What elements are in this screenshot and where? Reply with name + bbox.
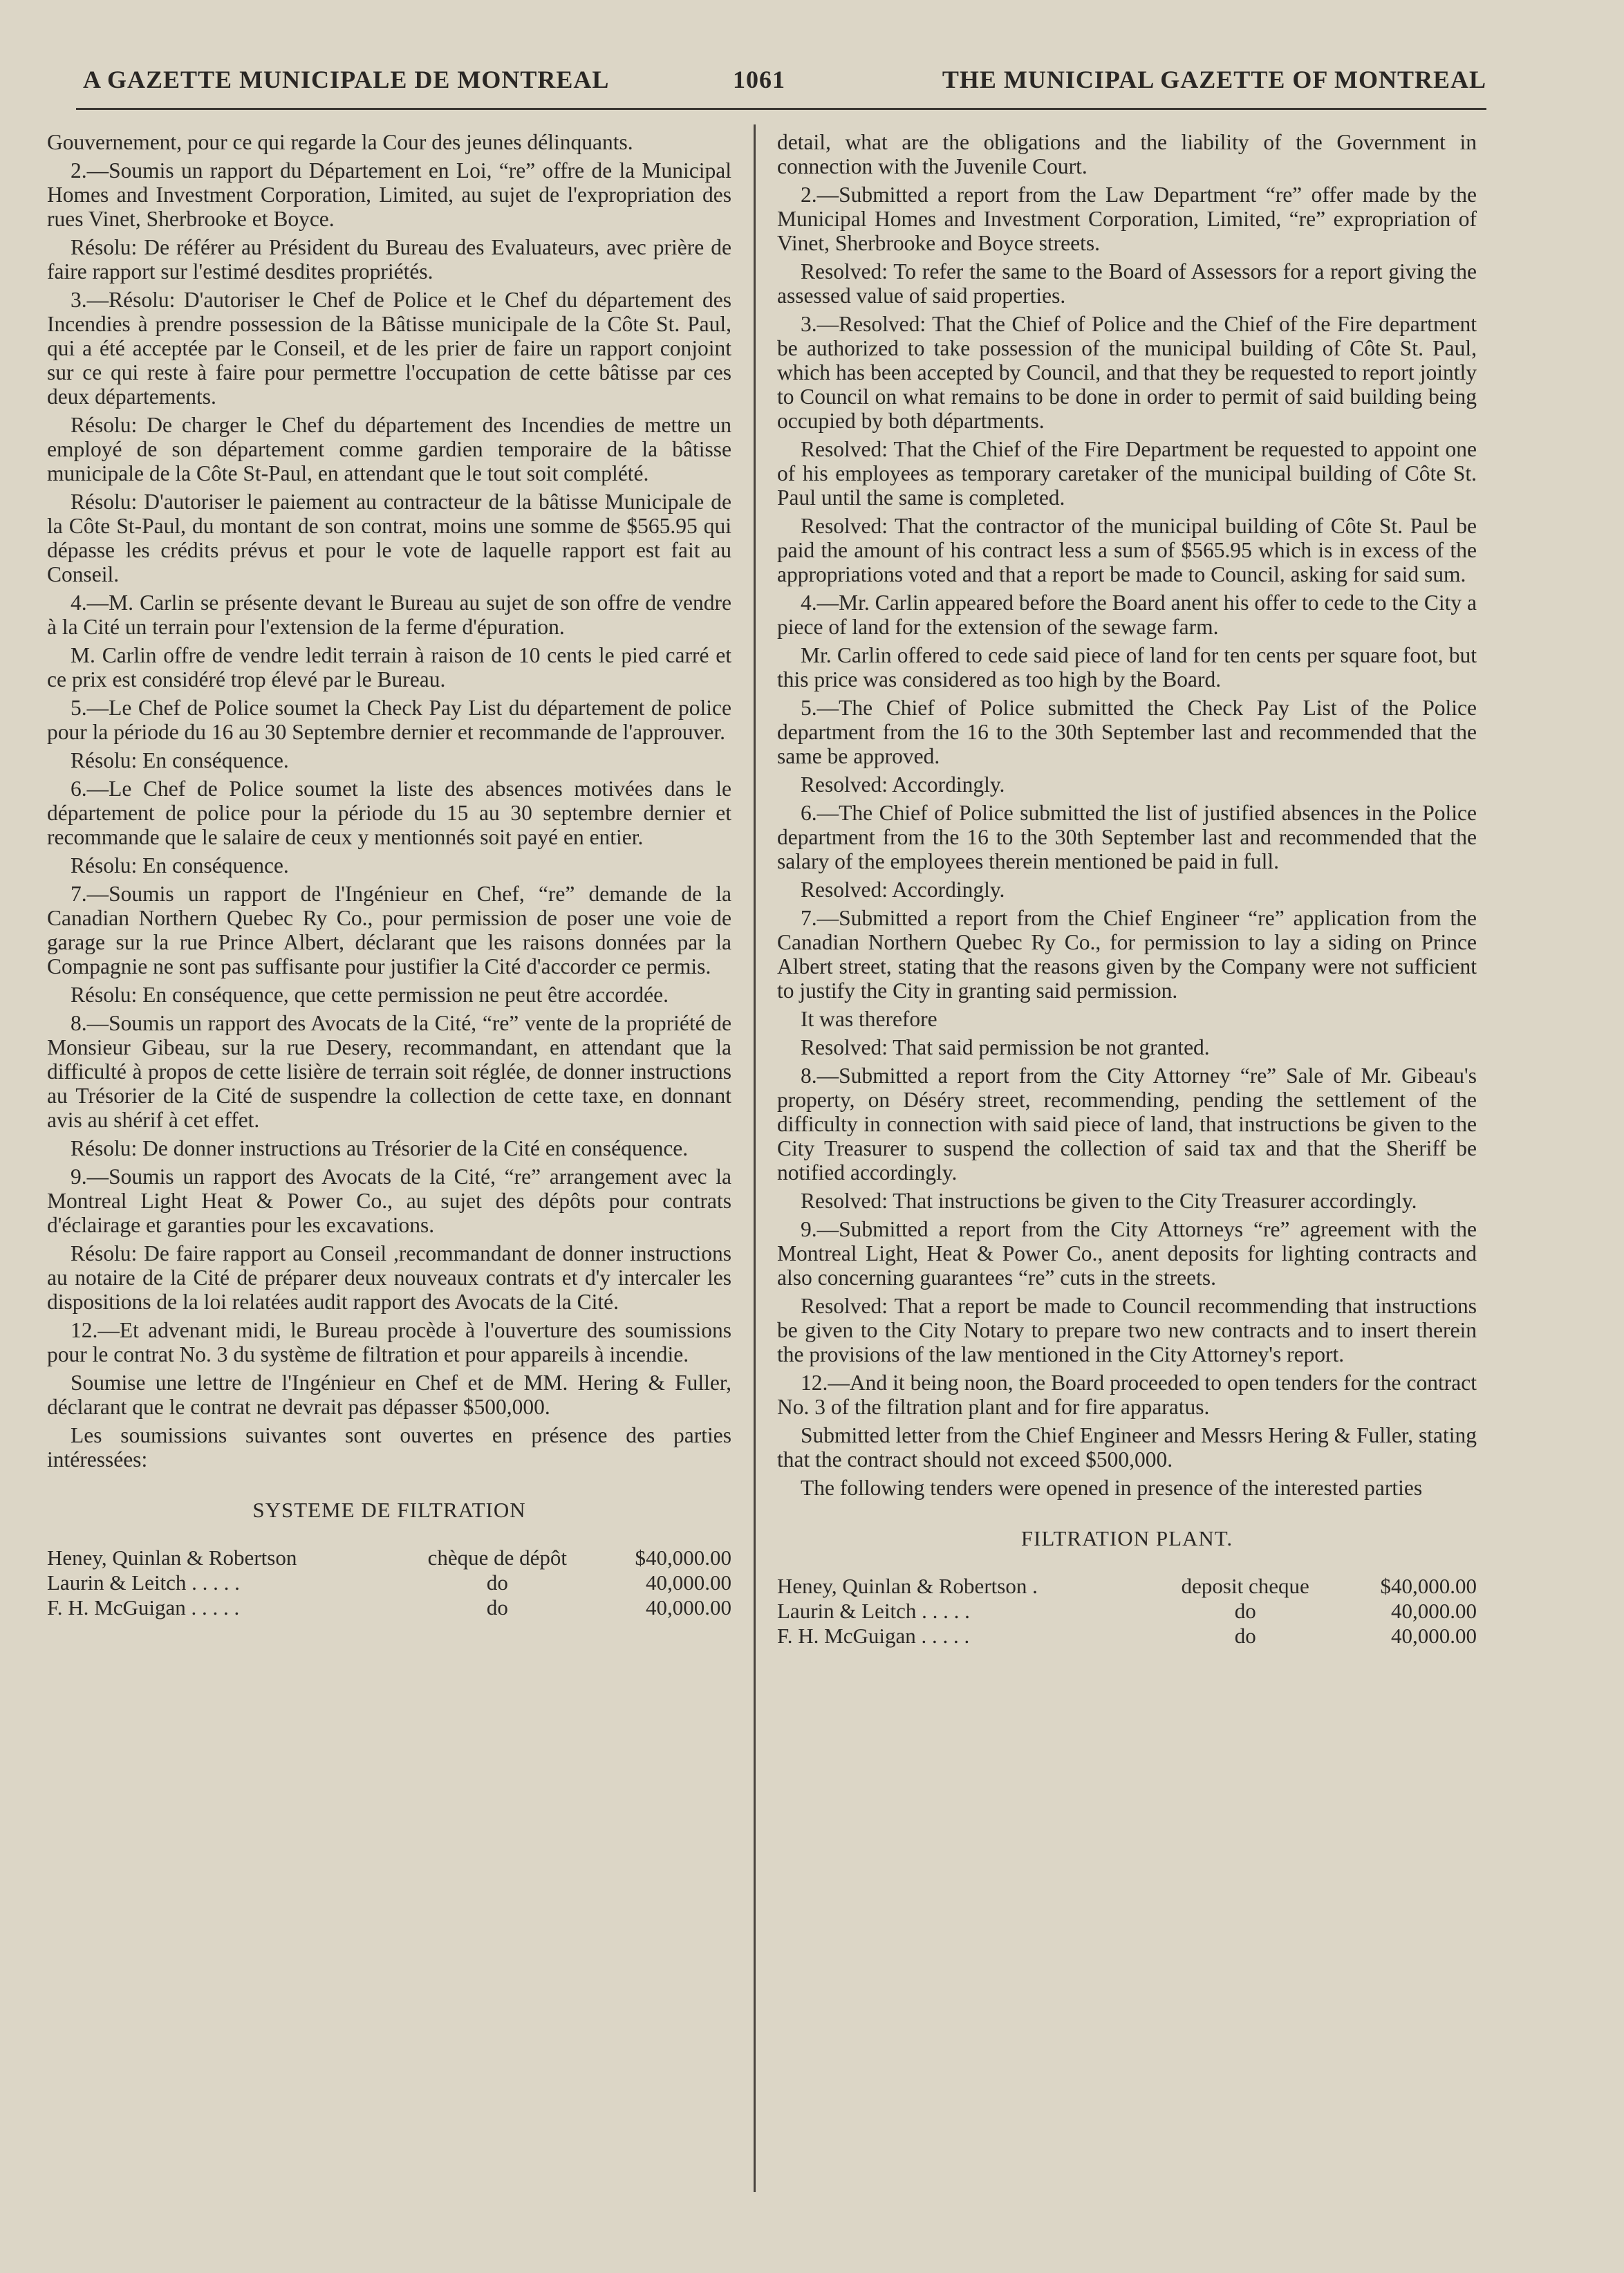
paragraph: Résolu: De faire rapport au Conseil ,recommandant de donner instructions au notaire de la Cité de préparer deux nouveaux contrats et d'y intercaler les dispositions de la loi relatées audit rapport des Avocats de la Cité. bbox=[47, 1241, 731, 1314]
paragraph: 9.—Submitted a report from the City Attorneys “re” agreement with the Montreal Light, Heat & Power Co., anent deposits for lighting contracts and also concerning guarantees “re” cuts in the streets. bbox=[777, 1217, 1477, 1290]
page-number: 1061 bbox=[733, 66, 785, 93]
section-title-filtration-fr: SYSTEME DE FILTRATION bbox=[252, 1498, 526, 1522]
paragraph: 7.—Soumis un rapport de l'Ingénieur en Chef, “re” demande de la Canadian Northern Quebec Ry Co., pour permission de poser une voie de garage sur la rue Prince Albert, déclarant que les raisons données par la Compagnie ne sont pas suffisante pour justifier la Cité d'accorder ce permis. bbox=[47, 882, 731, 978]
paragraph: detail, what are the obligations and the liability of the Government in connection with the Juvenile Court. bbox=[777, 130, 1477, 178]
table-row bbox=[47, 1595, 731, 1620]
section-title-filtration-en: FILTRATION PLANT. bbox=[1020, 1526, 1233, 1550]
header-french-title: A GAZETTE MUNICIPALE DE MONTREAL bbox=[83, 66, 610, 93]
paragraph: Résolu: De charger le Chef du département des Incendies de mettre un employé de son département comme gardien temporaire de la bâtisse municipale de la Côte St-Paul, en attendant que le tout soit complété. bbox=[47, 413, 731, 485]
tender-amount: $40,000.00 bbox=[1380, 1574, 1477, 1598]
table-row bbox=[777, 1599, 1477, 1624]
paragraph: Resolved: That instructions be given to the City Treasurer accordingly. bbox=[801, 1189, 1417, 1213]
page-header bbox=[41, 65, 1486, 106]
tender-amount: 40,000.00 bbox=[646, 1570, 731, 1595]
paragraph: 5.—The Chief of Police submitted the Check Pay List of the Police department from the 16 to the 30th September last and recommended that the same be approved. bbox=[777, 696, 1477, 768]
header-english-title: THE MUNICIPAL GAZETTE OF MONTREAL bbox=[942, 66, 1486, 93]
tender-name: Laurin & Leitch . . . . . bbox=[47, 1570, 240, 1595]
paragraph: Resolved: That the contractor of the municipal building of Côte St. Paul be paid the amount of his contract less a sum of $565.95 which is in excess of the appropriations voted and that a report be made to Council, asking for said sum. bbox=[777, 514, 1477, 586]
paragraph: M. Carlin offre de vendre ledit terrain à raison de 10 cents le pied carré et ce prix est considéré trop élevé par le Bureau. bbox=[47, 643, 731, 692]
paragraph: Soumise une lettre de l'Ingénieur en Chef et de MM. Hering & Fuller, déclarant que le contrat ne devrait pas dépasser $500,000. bbox=[47, 1371, 731, 1419]
table-row bbox=[777, 1574, 1477, 1599]
paragraph: 4.—Mr. Carlin appeared before the Board anent his offer to cede to the City a piece of land for the extension of the sewage farm. bbox=[777, 591, 1477, 639]
paragraph: Les soumissions suivantes sont ouvertes en présence des parties intéressées: bbox=[47, 1423, 731, 1472]
paragraph: 8.—Soumis un rapport des Avocats de la Cité, “re” vente de la propriété de Monsieur Gibeau, sur la rue Desery, recommandant, en attendant que la difficulté à propos de cette lisière de terrain soit réglée, de donner instructions au Trésorier de la Cité de suspendre la collection de cette taxe, en donnant avis au shérif à cet effet. bbox=[47, 1011, 731, 1132]
paragraph: 6.—The Chief of Police submitted the list of justified absences in the Police department from the 16 to the 30th September last and recommended that the salary of the employees therein mentioned be paid in full. bbox=[777, 801, 1477, 873]
tender-note: do bbox=[1234, 1599, 1256, 1623]
paragraph: 5.—Le Chef de Police soumet la Check Pay List du département de police pour la période du 16 au 30 Septembre dernier et recommande de l'approuver. bbox=[47, 696, 731, 744]
paragraph: 12.—Et advenant midi, le Bureau procède à l'ouverture des soumissions pour le contrat No. 3 du système de filtration et pour appareils à incendie. bbox=[47, 1318, 731, 1366]
paragraph: Résolu: D'autoriser le paiement au contracteur de la bâtisse Municipale de la Côte St-Paul, du montant de son contrat, moins une somme de $565.95 qui dépasse les crédits prévus et pour le vote de laquelle rapport est fait au Conseil. bbox=[47, 490, 731, 586]
paragraph: Gouvernement, pour ce qui regarde la Cour des jeunes délinquants. bbox=[47, 130, 633, 154]
paragraph: Resolved: That said permission be not granted. bbox=[801, 1035, 1210, 1059]
paragraph: Mr. Carlin offered to cede said piece of land for ten cents per square foot, but this price was considered as too high by the Board. bbox=[777, 643, 1477, 692]
paragraph: Resolved: Accordingly. bbox=[801, 878, 1005, 902]
tenders-table-fr bbox=[47, 1546, 731, 1620]
tender-amount: 40,000.00 bbox=[1391, 1624, 1477, 1648]
tender-amount: 40,000.00 bbox=[1391, 1599, 1477, 1623]
paragraph: Resolved: That a report be made to Council recommending that instructions be given to the City Notary to prepare two new contracts and to insert therein the provisions of the law mentioned in the City Attorney's report. bbox=[777, 1294, 1477, 1366]
tender-amount: 40,000.00 bbox=[646, 1595, 731, 1620]
paragraph: 3.—Résolu: D'autoriser le Chef de Police et le Chef du département des Incendies à prendre possession de la Bâtisse municipale de la Côte St. Paul, qui a été acceptée par le Conseil, et de les prier de faire un rapport conjoint sur ce qui reste à faire pour permettre l'occupation de cette bâtisse par ces deux départements. bbox=[47, 288, 731, 409]
paragraph: Résolu: De référer au Président du Bureau des Evaluateurs, avec prière de faire rapport sur l'estimé desdites propriétés. bbox=[47, 235, 731, 284]
paragraph: Résolu: En conséquence. bbox=[71, 748, 289, 772]
tender-note: do bbox=[1234, 1624, 1256, 1648]
tenders-table-en bbox=[777, 1574, 1477, 1649]
column-divider bbox=[754, 124, 756, 2192]
paragraph: Résolu: En conséquence. bbox=[71, 853, 289, 878]
paragraph: 2.—Submitted a report from the Law Department “re” offer made by the Municipal Homes and Investment Corporation, Limited, “re” expropriation of Vinet, Sherbrooke and Boyce streets. bbox=[777, 183, 1477, 255]
paragraph: It was therefore bbox=[801, 1007, 937, 1031]
table-row bbox=[47, 1570, 731, 1595]
table-row bbox=[47, 1546, 731, 1570]
tender-amount: $40,000.00 bbox=[635, 1546, 731, 1570]
paragraph: Résolu: De donner instructions au Trésorier de la Cité en conséquence. bbox=[71, 1136, 689, 1160]
paragraph: 9.—Soumis un rapport des Avocats de la Cité, “re” arrangement avec la Montreal Light Heat & Power Co., au sujet des dépôts pour contrats d'éclairage et garanties pour les excavations. bbox=[47, 1165, 731, 1237]
paragraph: 12.—And it being noon, the Board proceeded to open tenders for the contract No. 3 of the filtration plant and for fire apparatus. bbox=[777, 1371, 1477, 1419]
paragraph: Resolved: That the Chief of the Fire Department be requested to appoint one of his employees as temporary caretaker of the municipal building of Côte St. Paul until the same is completed. bbox=[777, 437, 1477, 510]
paragraph: Resolved: Accordingly. bbox=[801, 772, 1005, 797]
paragraph: 7.—Submitted a report from the Chief Engineer “re” application from the Canadian Northern Quebec Ry Co., for permission to lay a siding on Prince Albert street, stating that the reasons given by the Company were not sufficient to justify the City in granting said permission. bbox=[777, 906, 1477, 1003]
english-column bbox=[777, 130, 1477, 1649]
paragraph: Résolu: En conséquence, que cette permission ne peut être accordée. bbox=[71, 983, 669, 1007]
tender-note: do bbox=[486, 1570, 508, 1595]
paragraph: Resolved: To refer the same to the Board of Assessors for a report giving the assessed value of said properties. bbox=[777, 259, 1477, 308]
tender-name: Heney, Quinlan & Robertson . bbox=[777, 1574, 1038, 1598]
paragraph: Submitted letter from the Chief Engineer and Messrs Hering & Fuller, stating that the contract should not exceed $500,000. bbox=[777, 1423, 1477, 1472]
tender-name: Heney, Quinlan & Robertson bbox=[47, 1546, 297, 1570]
table-row bbox=[777, 1624, 1477, 1649]
paragraph: The following tenders were opened in presence of the interested parties bbox=[801, 1476, 1423, 1500]
tender-note: do bbox=[486, 1595, 508, 1620]
paragraph: 4.—M. Carlin se présente devant le Bureau au sujet de son offre de vendre à la Cité un terrain pour l'extension de la ferme d'épuration. bbox=[47, 591, 731, 639]
french-column bbox=[47, 130, 731, 1620]
header-rule bbox=[76, 108, 1486, 110]
tender-note: deposit cheque bbox=[1181, 1574, 1309, 1598]
tender-note: chèque de dépôt bbox=[427, 1546, 568, 1570]
tender-name: F. H. McGuigan . . . . . bbox=[777, 1624, 970, 1648]
tender-name: F. H. McGuigan . . . . . bbox=[47, 1595, 240, 1620]
paragraph: 3.—Resolved: That the Chief of Police and the Chief of the Fire department be authorized to take possession of the municipal building of Côte St. Paul, which has been accepted by Council, and that they be requested to report jointly to Council on what remains to be done in order to permit of said building being occupied by both départments. bbox=[777, 312, 1477, 433]
paragraph: 2.—Soumis un rapport du Département en Loi, “re” offre de la Municipal Homes and Investment Corporation, Limited, au sujet de l'expropriation des rues Vinet, Sherbrooke et Boyce. bbox=[47, 158, 731, 231]
paragraph: 6.—Le Chef de Police soumet la liste des absences motivées dans le département de police pour la période du 15 au 30 septembre dernier et recommande que le salaire de ceux y mentionnés soit payé en entier. bbox=[47, 777, 731, 849]
paragraph: 8.—Submitted a report from the City Attorney “re” Sale of Mr. Gibeau's property, on Déséry street, recommending, pending the settlement of the difficulty in connection with said piece of land, that instructions be given to the City Treasurer to suspend the collection of said tax and that the Sheriff be notified accordingly. bbox=[777, 1064, 1477, 1185]
tender-name: Laurin & Leitch . . . . . bbox=[777, 1599, 970, 1623]
